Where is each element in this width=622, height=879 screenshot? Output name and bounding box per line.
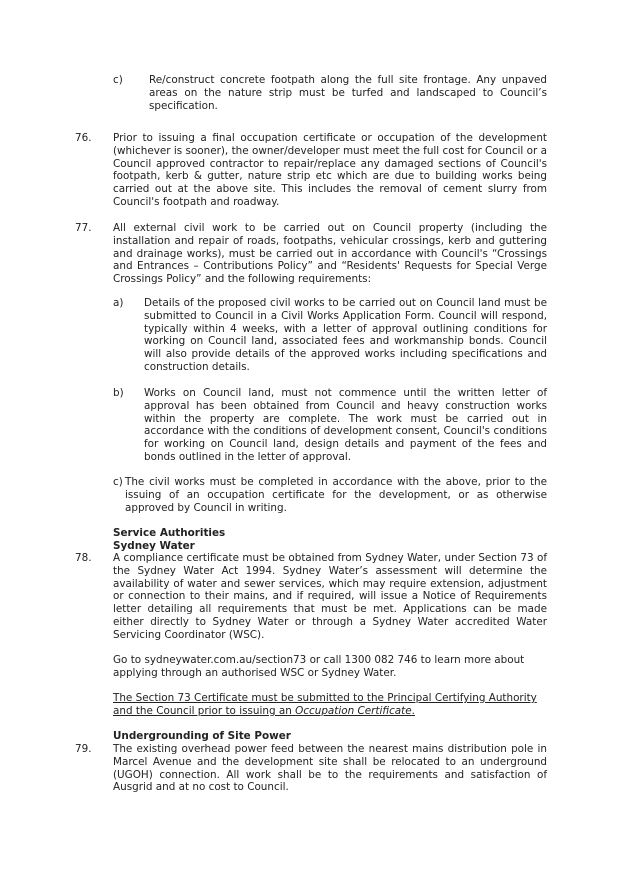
underlined-text: The Section 73 Certificate must be submitted to the Principal Certifying Authority and the Council prior to issuing an	[113, 692, 537, 717]
item-text	[125, 476, 547, 514]
underlined-text-end: .	[411, 704, 415, 717]
clause-text: All external civil work to be carried out on Council property (including the installation and repair of roads, footpaths, vehicular crossings, kerb and guttering and drainage works), must be carried out in accordance with Council's “Crossings and Entrances – Contributions Policy” and “Residents' Requests for Special Verge Crossings Policy” and the following requirements:	[113, 222, 547, 286]
item-label: a)	[113, 297, 124, 309]
section-heading: Undergrounding of Site Power	[113, 730, 291, 742]
clause-paragraph-underlined	[113, 692, 553, 718]
clause-text: The existing overhead power feed between the nearest mains distribution pole in Marcel Avenue and the development site shall be relocated to an underground (UGOH) connection. All work shall be to the requirements and satisfaction of Ausgrid and at no cost to Council.	[113, 743, 547, 794]
item-text: Works on Council land, must not commence until the written letter of approval has been obtained from Council and heavy construction works within the property are complete. The work must be carried out in accordance with the conditions of development consent, Council's conditions for working on Council land, design details and payment of the fees and bonds outlined in the letter of approval.	[144, 387, 547, 463]
section-subheading: Sydney Water	[113, 540, 195, 552]
clause-number: 77.	[75, 222, 92, 234]
emphasis-text: Occupation Certificate	[295, 704, 412, 717]
clause-text: A compliance certificate must be obtained from Sydney Water, under Section 73 of the Sydney Water Act 1994. Sydney Water’s assessment will determine the availability of water and sewer services, which may require extension, adjustment or connection to their mains, and if required, will issue a Notice of Requirements letter detailing all requirements that must be met. Applications can be made either directly to Sydney Water or through a Sydney Water accredited Water Servicing Coordinator (WSC).	[113, 552, 547, 641]
item-label: c)	[113, 74, 123, 86]
clause-number: 79.	[75, 743, 92, 755]
item-text: Details of the proposed civil works to be carried out on Council land must be submitted to Council in a Civil Works Application Form. Council will respond, typically within 4 weeks, with a letter of approval outlining conditions for working on Council land, associated fees and workmanship bonds. Council will also provide details of the approved works including specifications and construction details.	[144, 297, 547, 373]
clause-text: Prior to issuing a final occupation certificate or occupation of the development (whichever is sooner), the owner/developer must meet the full cost for Council or a Council approved contractor to repair/replace any damaged sections of Council's footpath, kerb & gutter, nature strip etc which are due to building works being carried out at the above site. This includes the removal of cement slurry from Council's footpath and roadway.	[113, 132, 547, 208]
item-text: Re/construct concrete footpath along the full site frontage. Any unpaved areas on the nature strip must be turfed and landscaped to Council’s specification.	[149, 74, 547, 112]
item-text-content: The civil works must be completed in accordance with the above, prior to the issuing of an occupation certificate for the development, or as otherwise approved by Council in writing.	[125, 476, 547, 514]
item-label: b)	[113, 387, 124, 399]
clause-number: 76.	[75, 132, 92, 144]
clause-paragraph: Go to sydneywater.com.au/section73 or call 1300 082 746 to learn more about applying through an authorised WSC or Sydney Water.	[113, 654, 525, 679]
clause-number: 78.	[75, 552, 92, 564]
item-label: c)	[113, 476, 123, 488]
section-heading: Service Authorities	[113, 527, 226, 539]
